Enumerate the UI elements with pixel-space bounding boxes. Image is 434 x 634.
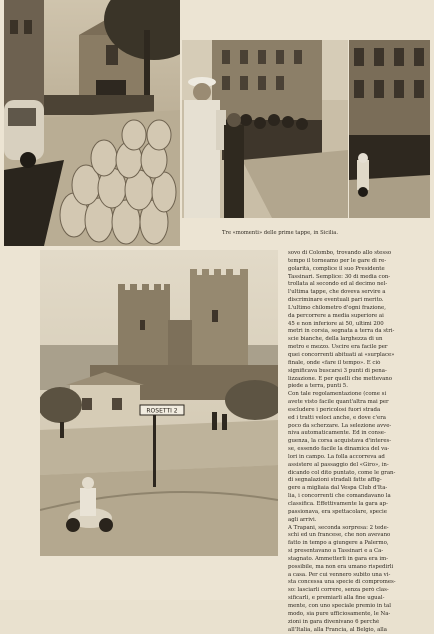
article-line: golarità, complice il suo Presidente	[288, 266, 414, 274]
article-line: significava buscarsi 3 punti di pena-	[288, 368, 414, 376]
article-line: se, essendo facile la dinamica del va-	[288, 446, 414, 454]
article-line: discriminare eventuali pari merito.	[288, 297, 414, 305]
article-line: all'Italia, alla Francia, al Belgio, alla	[288, 627, 414, 634]
article-line: metri in corsia, segnata a terra da stri-	[288, 328, 414, 336]
road-sign-text: ROSETTI 2	[146, 408, 177, 415]
photo-caption	[222, 230, 402, 236]
caption-text: Tre «momenti» delle prime tappe, in Sicilia.	[222, 230, 338, 236]
article-line: poco da scherzare. La selezione avve-	[288, 423, 414, 431]
article-line: A Trapani, seconda sorpresa: 2 tede-	[288, 525, 414, 533]
article-line: gere a migliaia dal Vespa Club d'Ita-	[288, 485, 414, 493]
article-line: ed i tratti veloci anche, e dove c'era	[288, 415, 414, 423]
article-line: guenza, la corsa acquistava d'interes-	[288, 438, 414, 446]
article-line: assistere al passaggio del «Giro», in-	[288, 462, 414, 470]
article-line: quei concorrenti abituati ai «surplace»	[288, 352, 414, 360]
photo-castle-scooter	[40, 250, 278, 556]
article-line: scie bianche, della larghezza di un	[288, 336, 414, 344]
article-line: L'ultimo chilometro d'ogni frazione,	[288, 305, 414, 313]
photo-officer-crowd	[182, 40, 348, 218]
article-line: possibile, ma non era umano rispedirli	[288, 564, 414, 572]
article-line: classifica. Effettivamente la gara ap-	[288, 501, 414, 509]
article-line: mente, con uno speciale premio in tal	[288, 603, 414, 611]
article-line: escludere i pericolosi fuori strada	[288, 407, 414, 415]
article-line: sificarli, e premiarli alla fine ugual-	[288, 595, 414, 603]
article-line: so: lasciarli correre, senza però clas-	[288, 587, 414, 595]
article-line: Tassinari. Semplice: 30 di media con-	[288, 274, 414, 282]
article-line: sta concessa una specie di compromes-	[288, 579, 414, 587]
article-line: da percorrere a media superiore ai	[288, 313, 414, 321]
article-line: sovo di Colombo, trovando allo stesso	[288, 250, 414, 258]
article-line: si presentavano a Tassinari e a Ca-	[288, 548, 414, 556]
article-line: finale, onde «fare il tempo». E ciò	[288, 360, 414, 368]
article-line: 45 e non inferiore ai 50, ultimi 200	[288, 321, 414, 329]
article-line: modo, sia pure ufficiosamente, le Na-	[288, 611, 414, 619]
article-line: stagnato. Ammetterli in gara era im-	[288, 556, 414, 564]
article-line: di segnalazioni stradali fatte affig-	[288, 477, 414, 485]
article-line: tempo il torneamo per le gare di re-	[288, 258, 414, 266]
photo-rider-street	[349, 40, 430, 218]
article-line: trollata al secondo ed al decimo nel-	[288, 281, 414, 289]
article-line: passionava, era spettacolare, specie	[288, 509, 414, 517]
article-line: niva automaticamente. Ed in conse-	[288, 430, 414, 438]
article-line: dicando col dito puntato, come le gran-	[288, 470, 414, 478]
article-line: piede a terra, punti 5.	[288, 383, 414, 391]
article-line: lia, i concorrenti che comandavano la	[288, 493, 414, 501]
article-line: metro e mezzo. Uscire era facile per	[288, 344, 414, 352]
article-line: avete visto facile quant'altra mai per	[288, 399, 414, 407]
article-line: lizzazione. E per quelli che mettevano	[288, 376, 414, 384]
article-line: l'ultima tappe, che doveva servire a	[288, 289, 414, 297]
article-line: agli arrivi.	[288, 517, 414, 525]
article-line: schi ed un francese, che non avevano	[288, 532, 414, 540]
photo-street-amphorae	[4, 0, 180, 246]
article-column	[288, 250, 414, 634]
article-line: fatto in tempo a giungere a Palermo,	[288, 540, 414, 548]
article-line: a casa. Per cui vennero subito una vi-	[288, 572, 414, 580]
article-line: zioni in gara divenivano 6 perché	[288, 619, 414, 627]
article-line: lori in campo. La folla accorreva ad	[288, 454, 414, 462]
article-line: Con tale regolamentazione (come si	[288, 391, 414, 399]
